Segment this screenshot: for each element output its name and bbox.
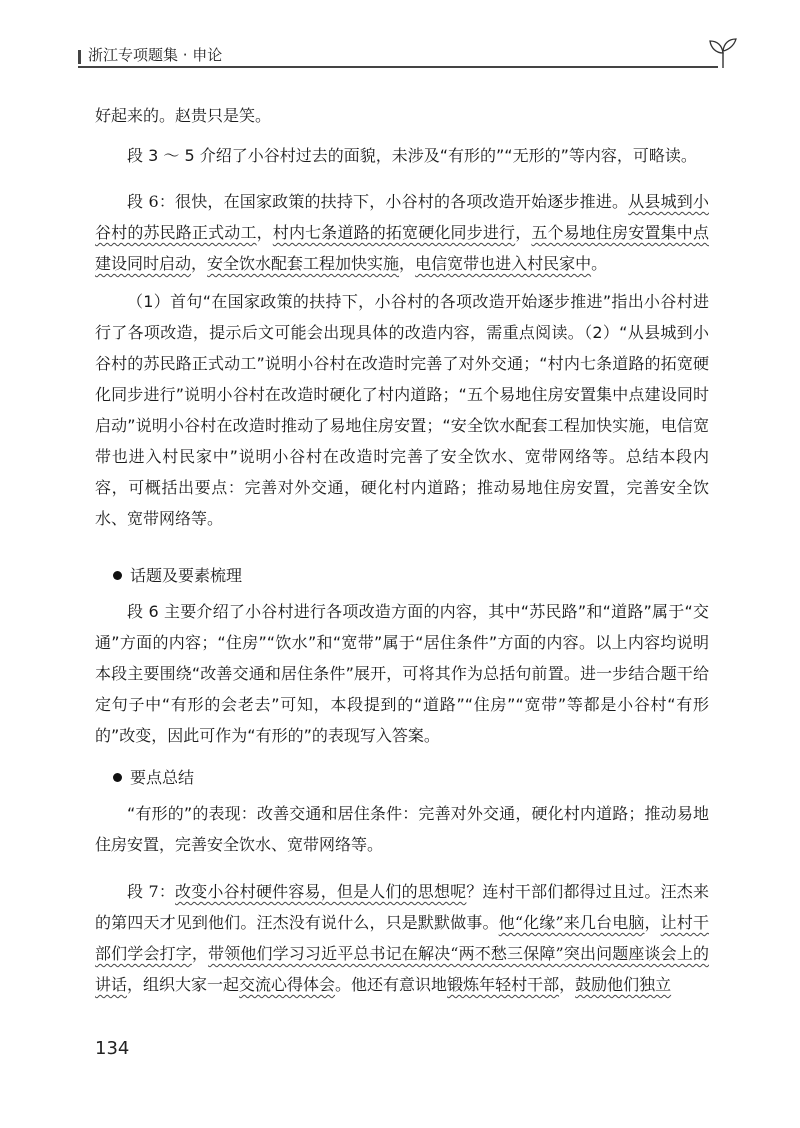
- para7-text-6: ，: [559, 975, 576, 994]
- continued-line: [95, 100, 709, 131]
- para7-lead: 段 7：: [127, 882, 176, 901]
- header-underline: [78, 66, 718, 68]
- para6-underline-2: 村内七条道路的拓宽硬化同步进行: [272, 223, 516, 242]
- summary-body-text: “有形的”的表现：改善交通和居住条件：完善对外交通，硬化村内道路；推动易地住房安置，完善安全饮水、宽带网络等。: [95, 804, 709, 854]
- para7-text-3: ，: [191, 944, 209, 963]
- bullet-icon: [113, 571, 122, 580]
- header-left-rule: [78, 50, 81, 64]
- page-number: 134: [95, 1038, 130, 1059]
- paragraph-7: [95, 876, 709, 1000]
- para7-text-4: ，组织大家一起: [127, 975, 240, 994]
- quoted-paragraph-6: [95, 186, 709, 279]
- para6-underline-4: 安全饮水配套工程加快实施: [207, 254, 400, 273]
- para7-text-1: ？连村干部们都得过且过。汪杰来的第四天才见到他们。汪杰没有说什么，只是默默做事。: [95, 882, 709, 932]
- para7-text-5: 。他还有意识地: [335, 975, 448, 994]
- note-text: 段 3 ～ 5 介绍了小谷村过去的面貌，未涉及“有形的”“无形的”等内容，可略读。: [127, 146, 697, 165]
- topic-body-text: 段 6 主要介绍了小谷村进行各项改造方面的内容，其中“苏民路”和“道路”属于“交通”方面的内容；“住房”“饮水”和“宽带”属于“居住条件”方面的内容。以上内容均说明本段主要围绕“改善交通和居住条件”展开，可将其作为总括句前置。进一步结合题干给定句子中“有形的会老去”可知，本段提到的“道路”“住房”“宽带”等都是小谷村“有形的”改变，因此可作为“有形的”的表现写入答案。: [95, 602, 709, 745]
- para6-lead: 段 6：很快，在国家政策的扶持下，小谷村的各项改造开始逐步推进。: [127, 192, 629, 211]
- topic-heading: [113, 560, 242, 591]
- para7-underline-3: 让村干部们学会打字: [95, 913, 709, 963]
- para6-sep-1: ，: [256, 223, 273, 242]
- para6-sep-4: ，: [399, 254, 416, 273]
- para6-underline-1: 从县城到小谷村的苏民路正式动工: [95, 192, 709, 242]
- para7-underline-7: 鼓励他们独立: [575, 975, 672, 994]
- sprout-icon: [706, 36, 740, 70]
- para7-underline-1: 改变小谷村硬件容易，但是人们的思想呢: [175, 882, 467, 901]
- para6-end: 。: [591, 254, 608, 273]
- analysis-text: （1）首句“在国家政策的扶持下，小谷村的各项改造开始逐步推进”指出小谷村进行了各项改造，提示后文可能会出现具体的改造内容，需重点阅读。（2）“从县城到小谷村的苏民路正式动工”说明小谷村在改造时完善了对外交通；“村内七条道路的拓宽硬化同步进行”说明小谷村在改造时硬化了村内道路；“五个易地住房安置集中点建设同时启动”说明小谷村在改造时推动了易地住房安置；“安全饮水配套工程加快实施，电信宽带也进入村民家中”说明小谷村在改造时完善了安全饮水、宽带网络等。总结本段内容，可概括出要点：完善对外交通，硬化村内道路；推动易地住房安置，完善安全饮水、宽带网络等。: [95, 292, 709, 528]
- summary-heading: [113, 762, 194, 793]
- summary-heading-text: 要点总结: [130, 768, 195, 787]
- bullet-icon: [113, 773, 122, 782]
- para6-underline-5: 电信宽带也进入村民家中: [415, 254, 592, 273]
- para7-underline-2: 他“化缘”来几台电脑: [498, 913, 645, 932]
- para7-underline-5: 交流心得体会: [239, 975, 336, 994]
- para7-text-2: ，: [644, 913, 661, 932]
- para7-underline-6: 锻炼年轻村干部: [447, 975, 560, 994]
- para6-sep-3: ，: [191, 254, 208, 273]
- para7-underline-4: 带领他们学习习近平总书记在解决“两不愁三保障”突出问题座谈会上的讲话: [95, 944, 709, 994]
- summary-body: [95, 798, 709, 860]
- running-header: [78, 44, 740, 74]
- continued-text: 好起来的。赵贵只是笑。: [95, 106, 272, 125]
- analysis-paragraph-6: [95, 286, 709, 534]
- para6-sep-2: ，: [515, 223, 532, 242]
- note-paragraphs-3-5: [95, 140, 709, 171]
- quoted-paragraph-7: [95, 876, 709, 1000]
- topic-heading-text: 话题及要素梳理: [130, 566, 243, 585]
- paragraph-6: [95, 186, 709, 279]
- topic-body: [95, 596, 709, 751]
- para6-underline-3: 五个易地住房安置集中点建设同时启动: [95, 223, 709, 273]
- header-title: 浙江专项题集 · 申论: [88, 46, 223, 64]
